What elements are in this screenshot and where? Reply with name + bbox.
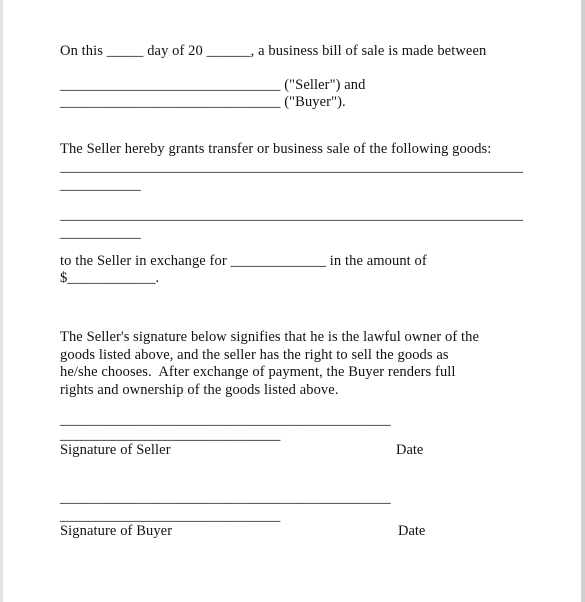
goods-blank-2b: ___________ (60, 225, 141, 241)
buyer-date-label: Date (398, 523, 426, 539)
seller-signature-label: Signature of Seller (60, 442, 171, 458)
exchange-line-1: to the Seller in exchange for _____________ in the amount of (60, 253, 427, 269)
goods-blank-1b: ___________ (60, 177, 141, 193)
seller-signature-line-b: ______________________________ (60, 427, 281, 443)
buyer-signature-line-a: _____________________________________________ (60, 490, 391, 506)
goods-blank-2a: _______________________________________________________________ (60, 207, 524, 223)
page-edge-right (581, 0, 585, 602)
buyer-signature-label: Signature of Buyer (60, 523, 173, 539)
buyer-signature-line-b: ______________________________ (60, 508, 281, 524)
buyer-name-line: ______________________________ ("Buyer"). (60, 94, 346, 110)
clause-line-2: goods listed above, and the seller has the right to sell the goods as (60, 347, 449, 363)
amount-line: $____________. (60, 270, 160, 286)
opening-line-1: On this _____ day of 20 ______, a business bill of sale is made between (60, 43, 487, 59)
seller-signature-line-a: _____________________________________________ (60, 412, 391, 428)
clause-line-3: he/she chooses. After exchange of payment, the Buyer renders full (60, 364, 456, 380)
seller-date-label: Date (396, 442, 424, 458)
page-edge-left (0, 0, 3, 602)
goods-intro: The Seller hereby grants transfer or business sale of the following goods: (60, 141, 492, 157)
clause-line-4: rights and ownership of the goods listed above. (60, 382, 339, 398)
clause-line-1: The Seller's signature below signifies that he is the lawful owner of the (60, 329, 480, 345)
goods-blank-1a: _______________________________________________________________ (60, 159, 524, 175)
seller-name-line: ______________________________ ("Seller") and (60, 77, 366, 93)
